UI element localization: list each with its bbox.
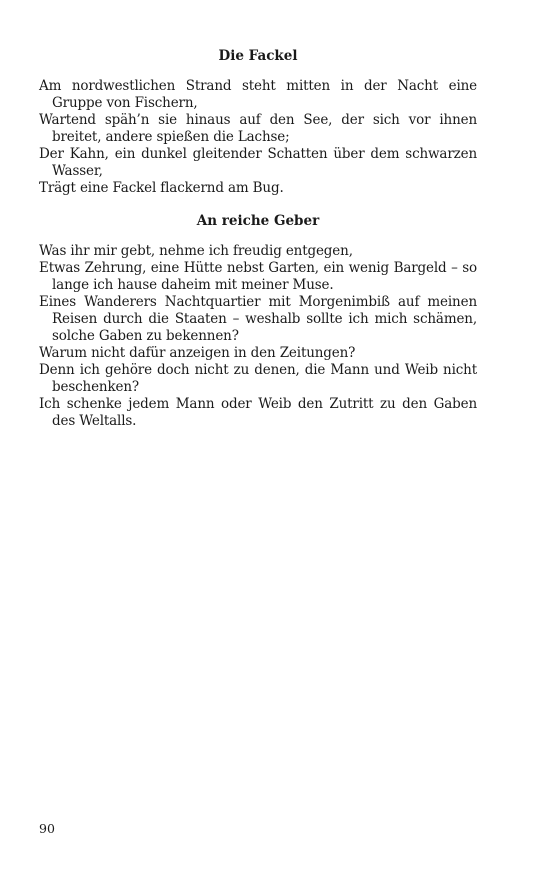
page-number: 90 [39,821,55,836]
poem-title-an-reiche-geber: An reiche Geber [196,213,320,229]
poem-body-an-reiche-geber [39,243,477,430]
verse-line: Warum nicht dafür anzeigen in den Zeitungen? [39,345,356,361]
verse-line: Wartend späh’n sie hinaus auf den See, der sich vor ihnen breitet, andere spießen die Lachse; [39,112,477,145]
verse-line: Denn ich gehöre doch nicht zu denen, die Mann und Weib nicht beschenken? [39,362,477,395]
verse-line: Was ihr mir gebt, nehme ich freudig entgegen, [39,243,353,259]
verse-line: Trägt eine Fackel flackernd am Bug. [39,180,284,196]
verse-line: Eines Wanderers Nachtquartier mit Morgenimbiß auf meinen Reisen durch die Staaten – weshalb sollte ich mich schämen, solche Gaben zu bekennen? [39,294,477,344]
verse-line: Ich schenke jedem Mann oder Weib den Zutritt zu den Gaben des Weltalls. [39,396,477,429]
verse-line: Etwas Zehrung, eine Hütte nebst Garten, ein wenig Bargeld – so lange ich hause daheim mit meiner Muse. [39,260,477,293]
book-page [39,40,477,430]
poem-title-die-fackel: Die Fackel [218,48,298,64]
poem-body-die-fackel [39,78,477,197]
verse-line: Am nordwestlichen Strand steht mitten in der Nacht eine Gruppe von Fischern, [39,78,477,111]
verse-line: Der Kahn, ein dunkel gleitender Schatten über dem schwarzen Wasser, [39,146,477,179]
